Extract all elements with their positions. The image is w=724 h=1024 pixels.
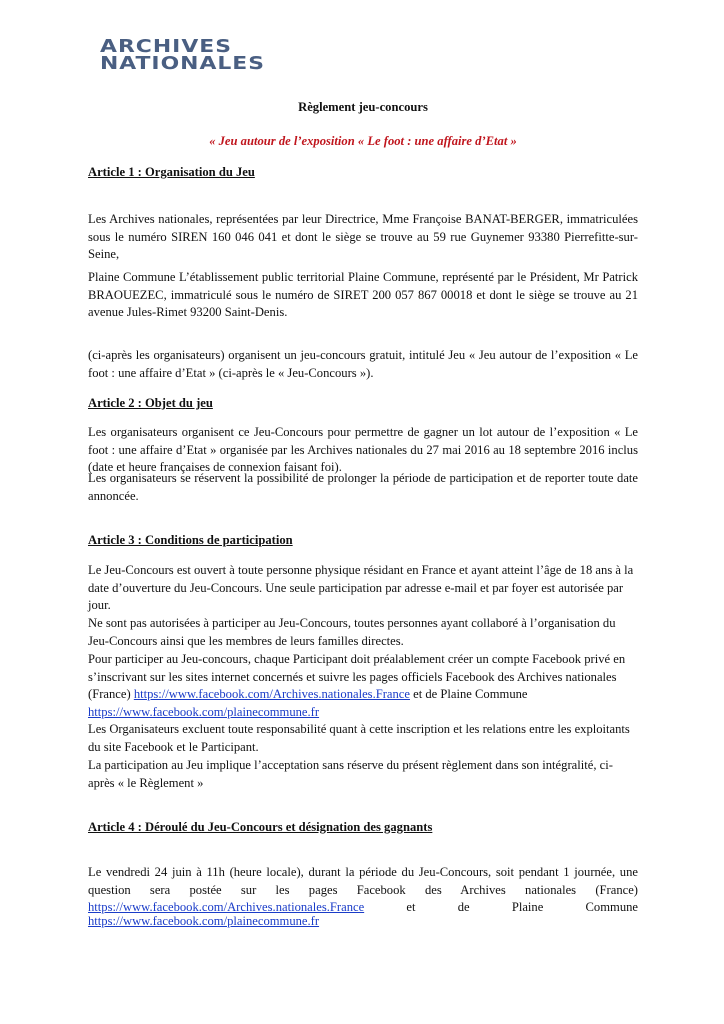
article-3-paragraph-1: Le Jeu-Concours est ouvert à toute personne physique résidant en France et ayant atteint l’âge de 18 ans à la date d’ouverture du Jeu-Concours. Une seule participation par adresse e-mail et par foyer est autorisée par jour.: [88, 563, 634, 613]
article-4-text-a: Le vendredi 24 juin à 11h (heure locale), durant la période du Jeu-Concours, soit pendant 1 journée, une question sera postée sur les pages Facebook des Archives nationales (France): [88, 865, 638, 897]
article-3-paragraph-5: La participation au Jeu implique l’acceptation sans réserve du présent règlement dans son intégralité, ci-après « le Règlement »: [88, 758, 613, 790]
article-1-heading: Article 1 : Organisation du Jeu: [88, 165, 255, 179]
article-1-paragraph-1: Les Archives nationales, représentées par leur Directrice, Mme Françoise BANAT-BERGER, immatriculées sous le numéro SIREN 160 046 041 et dont le siège se trouve au 59 rue Guynemer 93380 Pierrefitte-sur-Seine,: [88, 212, 638, 262]
facebook-plainecommune-link[interactable]: https://www.facebook.com/plainecommune.fr: [88, 704, 320, 719]
facebook-plainecommune-link-2[interactable]: https://www.facebook.com/plainecommune.fr: [88, 914, 320, 928]
article-4-paragraph-1: [88, 864, 638, 899]
article-4-link-line-2: [88, 913, 638, 931]
article-2-paragraph-1: Les organisateurs organisent ce Jeu-Concours pour permettre de gagner un lot autour de l’exposition « Le foot : une affaire d’Etat » organisée par les Archives nationales du 27 mai 2016 au 18 septembre 2016 inclus (date et heure françaises de connexion faisant foi).: [88, 425, 638, 475]
archives-nationales-logo: [100, 36, 270, 74]
article-3-paragraph-4: Les Organisateurs excluent toute responsabilité quant à cette inscription et les relations entre les exploitants du site Facebook et le Participant.: [88, 722, 630, 754]
article-3-heading: Article 3 : Conditions de participation: [88, 533, 293, 547]
article-2-paragraph-2: Les organisateurs se réservent la possibilité de prolonger la période de participation et de reporter toute date annoncée.: [88, 471, 638, 503]
article-3-text-b: et de Plaine Commune: [409, 687, 528, 702]
svg-text:NATIONALES: NATIONALES: [100, 54, 265, 74]
facebook-archives-link[interactable]: https://www.facebook.com/Archives.nationales.France: [133, 687, 410, 702]
article-3-text-a: Pour participer au Jeu-concours, chaque Participant doit préalablement créer un compte Facebook privé en s’inscrivant sur les sites internet concernés et suivre les pages officiels Facebook des Archives nationales (France): [88, 652, 626, 702]
document-subtitle: « Jeu autour de l’exposition « Le foot : une affaire d’Etat »: [209, 134, 517, 148]
article-1-paragraph-3: (ci-après les organisateurs) organisent un jeu-concours gratuit, intitulé Jeu « Jeu autour de l’exposition « Le foot : une affaire d’Etat » (ci-après le « Jeu-Concours »).: [88, 348, 638, 380]
article-1-paragraph-2: Plaine Commune L’établissement public territorial Plaine Commune, représenté par le Président, Mr Patrick BRAOUEZEC, immatriculé sous le numéro de SIRET 200 057 867 00018 et dont le siège se trouve au 21 avenue Jules-Rimet 93200 Saint-Denis.: [88, 270, 638, 320]
document-title: Règlement jeu-concours: [298, 100, 428, 114]
article-2-heading: Article 2 : Objet du jeu: [88, 396, 213, 410]
svg-text:ARCHIVES: ARCHIVES: [100, 37, 232, 57]
article-4-text-b: et de Plaine Commune: [406, 900, 638, 914]
facebook-archives-link-2[interactable]: https://www.facebook.com/Archives.nationales.France: [88, 900, 365, 914]
article-4-heading: Article 4 : Déroulé du Jeu-Concours et désignation des gagnants: [88, 820, 433, 834]
article-3-paragraph-2: Ne sont pas autorisées à participer au Jeu-Concours, toutes personnes ayant collaboré à l’organisation du Jeu-Concours ainsi que les membres de leurs familles directes.: [88, 616, 616, 648]
article-3-paragraph-3: [88, 651, 638, 721]
